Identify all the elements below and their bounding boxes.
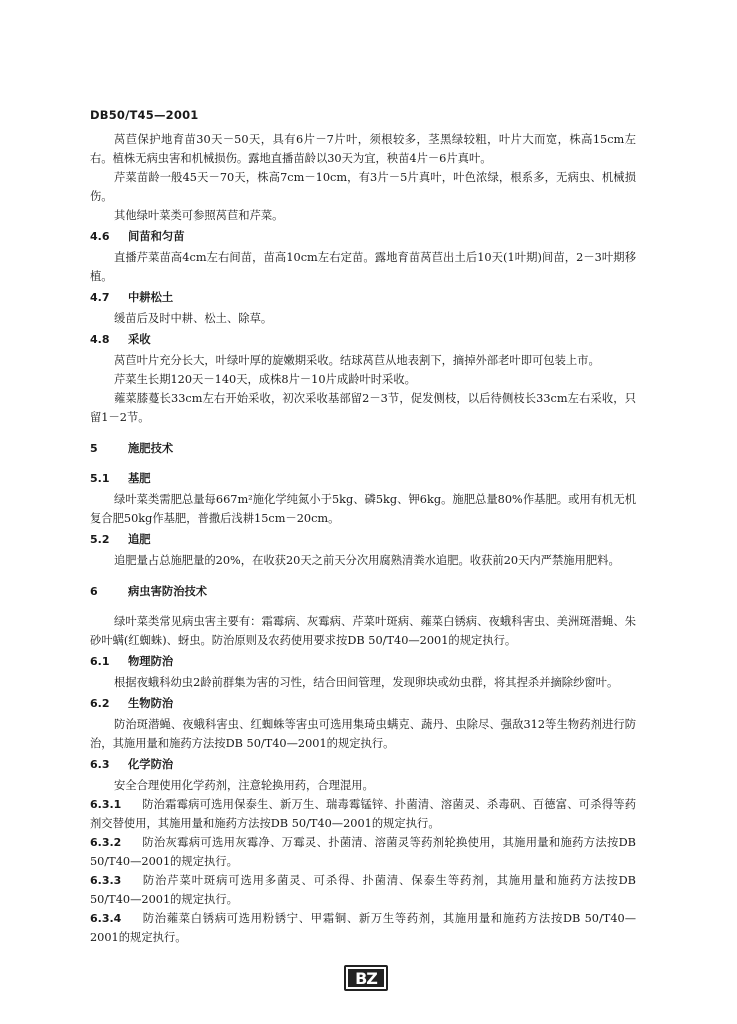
paragraph: 其他绿叶菜类可参照莴苣和芹菜。	[114, 209, 284, 222]
paragraph: 蕹菜膝蔓长33cm左右开始采收，初次采收基部留2－3节，促发侧枝，以后待侧枝长33cm左右采收，只留1－2节。	[90, 392, 636, 424]
section-title: 物理防治	[128, 655, 174, 668]
section-title: 采收	[128, 333, 151, 346]
clause-number: 6.3.4	[90, 912, 122, 925]
standard-code: DB50/T45—2001	[90, 108, 199, 122]
clause-number: 6.3.2	[90, 836, 122, 849]
paragraph: 莴苣叶片充分长大，叶绿叶厚的旋嫩期采收。结球莴苣从地表割下，摘掉外部老叶即可包装上市。	[114, 354, 600, 367]
subsection-heading	[90, 652, 636, 672]
clause-text: 防治蕹菜白锈病可选用粉锈宁、甲霜铜、新万生等药剂，其施用量和施药方法按DB 50/T40—2001的规定执行。	[90, 912, 636, 944]
section-number: 5	[90, 442, 98, 455]
subsection-heading	[90, 469, 636, 489]
paragraph: 绿叶菜类常见病虫害主要有：霜霉病、灰霉病、芹菜叶斑病、蕹菜白锈病、夜蛾科害虫、美洲斑潜蝇、朱砂叶螨(红蜘蛛)、蚜虫。防治原则及农药使用要求按DB 50/T40—2001的规定执行。	[90, 615, 636, 647]
section-number: 6.2	[90, 697, 110, 710]
section-number: 5.2	[90, 533, 110, 546]
section-title: 病虫害防治技术	[128, 585, 208, 598]
subsection-heading	[90, 530, 636, 550]
clause-text: 防治霜霉病可选用保泰生、新万生、瑞毒霉锰锌、扑菌清、溶菌灵、杀毒矾、百德富、可杀得等药剂交替使用，其施用量和施药方法按DB 50/T40—2001的规定执行。	[90, 798, 636, 830]
paragraph: 缓苗后及时中耕、松土、除草。	[114, 312, 273, 325]
paragraph: 直播芹菜苗高4cm左右间苗，苗高10cm左右定苗。露地育苗莴苣出土后10天(1叶期)间苗，2－3叶期移植。	[90, 251, 636, 283]
subsection-heading	[90, 330, 636, 350]
clause-item	[90, 833, 636, 871]
section-title: 间苗和匀苗	[128, 230, 185, 243]
clause-item	[90, 871, 636, 909]
paragraph: 芹菜苗龄一般45天－70天，株高7cm－10cm，有3片－5片真叶，叶色浓绿，根系多，无病虫、机械损伤。	[90, 171, 636, 203]
paragraph: 安全合理使用化学药剂，注意轮换用药，合理混用。	[114, 779, 374, 792]
clause-text: 防治芹菜叶斑病可选用多菌灵、可杀得、扑菌清、保泰生等药剂，其施用量和施药方法按DB 50/T40—2001的规定执行。	[90, 874, 636, 906]
paragraph: 芹菜生长期120天－140天，成株8片－10片成龄叶时采收。	[114, 373, 416, 386]
clause-number: 6.3.1	[90, 798, 122, 811]
document-body	[90, 130, 636, 947]
section-title: 基肥	[128, 472, 151, 485]
section-number: 5.1	[90, 472, 110, 485]
subsection-heading	[90, 227, 636, 247]
section-number: 4.7	[90, 291, 110, 304]
clause-item	[90, 795, 636, 833]
paragraph: 莴苣保护地育苗30天－50天，具有6片－7片叶，须根较多，茎黑绿较粗，叶片大而宽，株高15cm左右。植株无病虫害和机械损伤。露地直播苗龄以30天为宜，秧苗4片－6片真叶。	[90, 133, 636, 165]
subsection-heading	[90, 288, 636, 308]
publisher-logo: BZ	[344, 965, 388, 991]
paragraph: 绿叶菜类需肥总量每667m²施化学纯氮小于5kg、磷5kg、钾6kg。施肥总量80%作基肥。或用有机无机复合肥50kg作基肥，普撒后浅耕15cm－20cm。	[90, 493, 636, 525]
subsection-heading	[90, 755, 636, 775]
section-number: 4.6	[90, 230, 110, 243]
clause-number: 6.3.3	[90, 874, 122, 887]
subsection-heading	[90, 694, 636, 714]
clause-text: 防治灰霉病可选用灰霉净、万霉灵、扑菌清、溶菌灵等药剂轮换使用，其施用量和施药方法按DB 50/T40—2001的规定执行。	[90, 836, 636, 868]
section-heading	[90, 582, 636, 602]
section-title: 追肥	[128, 533, 151, 546]
clause-item	[90, 909, 636, 947]
section-title: 中耕松土	[128, 291, 174, 304]
section-number: 6.3	[90, 758, 110, 771]
section-number: 4.8	[90, 333, 110, 346]
paragraph: 根据夜蛾科幼虫2龄前群集为害的习性，结合田间管理，发现卵块或幼虫群，将其捏杀并摘除纱窗叶。	[114, 676, 619, 689]
paragraph: 追肥量占总施肥量的20%，在收获20天之前天分次用腐熟清粪水追肥。收获前20天内严禁施用肥料。	[114, 554, 620, 567]
section-number: 6	[90, 585, 98, 598]
section-title: 化学防治	[128, 758, 174, 771]
section-number: 6.1	[90, 655, 110, 668]
paragraph: 防治斑潜蝇、夜蛾科害虫、红蜘蛛等害虫可选用集琦虫螨克、蔬丹、虫除尽、强敌312等生物药剂进行防治，其施用量和施药方法按DB 50/T40—2001的规定执行。	[90, 718, 636, 750]
section-title: 施肥技术	[128, 442, 174, 455]
section-title: 生物防治	[128, 697, 174, 710]
section-heading	[90, 439, 636, 459]
